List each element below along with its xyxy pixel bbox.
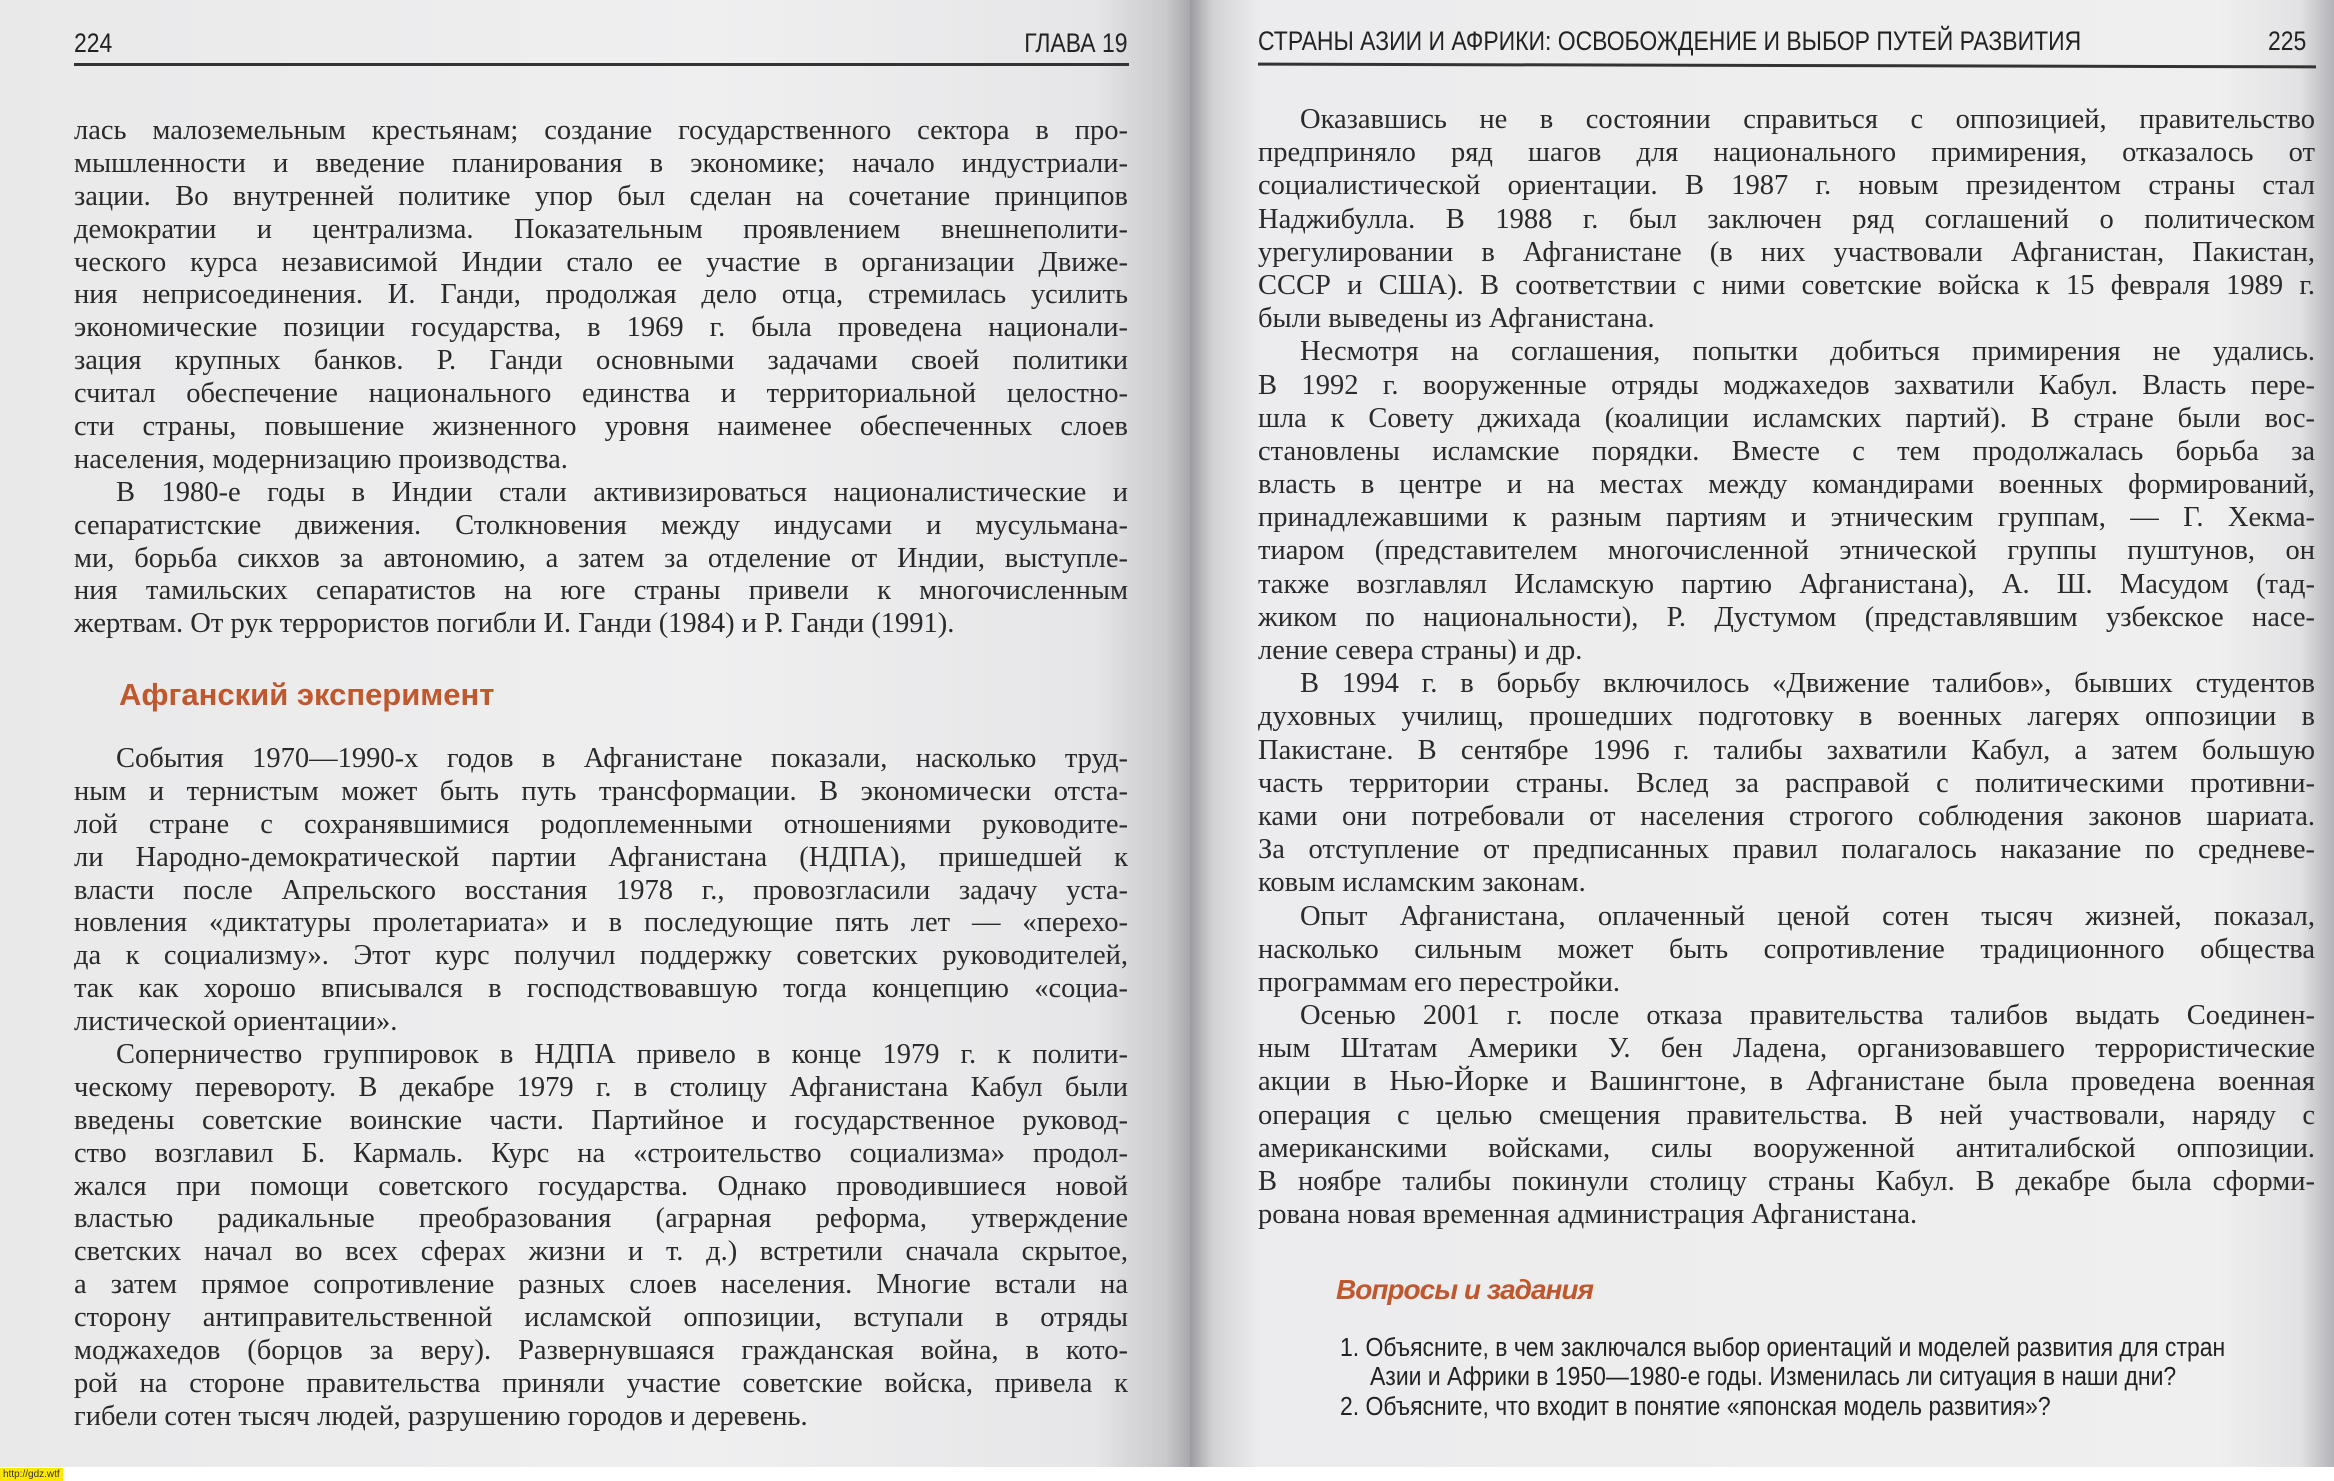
text-line: да к социализму». Этот курс получил поддержку советских руководителей, [74,940,1128,972]
text-line: властью радикальные преобразования (аграрная реформа, утверждение [74,1203,1128,1235]
page-number: 225 [2268,26,2307,56]
text-line: шла к Совету джихада (коалиции исламских партий). В стране были вос- [1258,402,2315,434]
text-block [74,743,1128,1434]
text-line: были выведены из Афганистана. [1258,303,1655,335]
text-line: В 1994 г. в борьбу включилось «Движение талибов», бывших студентов [1300,668,2315,700]
text-line: часть территории страны. Вслед за расправой с политическими противни- [1258,767,2315,799]
text-line: Соперничество группировок в НДПА привело в конце 1979 г. к полити- [116,1039,1128,1071]
text-line: духовных училищ, прошедших подготовку в военных лагерях оппозиции в [1258,701,2315,733]
paragraph [74,743,1128,1039]
text-line: предприняло ряд шагов для национального примирения, отказалось от [1258,137,2315,169]
text-line: зации. Во внутренней политике упор был сделан на сочетание принципов [74,180,1128,212]
header-rule [1258,63,2316,69]
text-line: ным Штатам Америки У. бен Ладена, организовавшего террористические [1258,1033,2315,1065]
paragraph [74,477,1128,641]
text-line: американскими войсками, силы вооруженной антиталибской оппозиции. [1258,1132,2315,1164]
text-line: считал обеспечение национального единства и территориальной целостно- [74,378,1128,410]
right-page [1190,0,2334,1467]
question-2: 2. Объясните, что входит в понятие «японская модель развития»? [1340,1393,2051,1421]
watermark-link[interactable]: http://gdz.wtf [0,1468,63,1481]
text-line: За отступление от предписанных правил полагалось наказание по средневе- [1258,834,2315,866]
paragraph [1258,335,2315,667]
page-number: 224 [74,28,113,58]
text-line: принадлежавшими к разным партиям и этническим группам, — Г. Хекма- [1258,502,2315,534]
text-line: мышленности и введение планирования в экономике; начало индустриали- [74,147,1128,179]
text-line: урегулировании в Афганистане (в них участвовали Афганистан, Пакистан, [1258,236,2315,268]
text-line: гибели сотен тысяч людей, разрушению городов и деревень. [74,1400,808,1432]
text-line: ния тамильских сепаратистов на юге страны привели к многочисленным [74,575,1128,607]
text-line: рована новая временная администрация Афганистана. [1258,1199,1918,1231]
text-line: Оказавшись не в состоянии справиться с оппозицией, правительство [1300,104,2315,135]
question-1-line-2: Азии и Африки в 1950—1980-е годы. Изменилась ли ситуация в наши дни? [1370,1363,2177,1391]
section-heading: Афганский эксперимент [119,677,495,712]
text-line: сепаратистские движения. Столкновения между индусами и мусульмана- [74,509,1128,541]
paragraph [1258,667,2315,899]
text-line: сти страны, повышение жизненного уровня наименее обеспеченных слоев [74,411,1128,443]
text-line: новления «диктатуры пролетариата» и в последующие пять лет — «перехо- [74,907,1128,939]
text-line: ли Народно-демократической партии Афганистана (НДПА), пришедшей к [74,841,1128,873]
text-line: Осенью 2001 г. после отказа правительства талибов выдать Соединен- [1300,1000,2315,1032]
text-line: социалистической ориентации. В 1987 г. новым президентом страны стал [1258,170,2315,202]
text-line: экономические позиции государства, в 1969 г. была проведена национали- [74,312,1128,344]
text-line: лой стране с сохранявшимися родоплеменными отношениями руководите- [74,808,1128,840]
text-line: так как хорошо вписывался в господствовавшую тогда концепцию «социа- [74,973,1128,1005]
text-line: ство возглавил Б. Кармаль. Курс на «строительство социализма» продол- [74,1137,1128,1169]
text-line: введены советские воинские части. Партийное и государственное руковод- [74,1104,1128,1136]
text-line: В 1980-е годы в Индии стали активизироваться националистические и [116,476,1128,508]
text-line: тиаром (представителем многочисленной этнической группы пуштунов, он [1258,535,2315,567]
text-line: листической ориентации». [74,1006,398,1038]
text-line: акции в Нью-Йорке и Вашингтоне, в Афганистане была проведена военная [1258,1066,2315,1098]
text-block [1258,103,2315,1231]
text-line: Наджибулла. В 1988 г. был заключен ряд соглашений о политическом [1258,203,2315,235]
paragraph [74,115,1128,477]
text-line: власти после Апрельского восстания 1978 г., провозгласили задачу уста- [74,874,1128,906]
text-line: программам его перестройки. [1258,966,1620,998]
text-line: ление севера страны) и др. [1258,635,1583,666]
text-line: ковым исламским законам. [1258,867,1586,899]
text-line: операция с целью смещения правительства. В ней участвовали, наряду с [1258,1099,2315,1131]
text-line: моджахедов (борцов за веру). Развернувшаяся гражданская война, в кото- [74,1335,1128,1367]
text-line: ми, борьба сикхов за автономию, а затем за отделение от Индии, выступле- [74,542,1128,574]
text-line: лась малоземельным крестьянам; создание государственного сектора в про- [74,115,1128,146]
text-line: СССР и США). В соответствии с ними советские войска к 15 февраля 1989 г. [1258,269,2315,301]
text-block [74,115,1128,641]
paragraph [74,1039,1128,1434]
text-line: ным и тернистым может быть путь трансформации. В экономически отста- [74,775,1128,807]
text-line: Несмотря на соглашения, попытки добиться примирения не удались. [1300,336,2315,368]
text-line: также возглавлял Исламскую партию Афганистана), А. Ш. Масудом (тад- [1258,568,2315,600]
text-line: а затем прямое сопротивление разных слоев населения. Многие встали на [74,1269,1128,1301]
text-line: сторону антиправительственной исламской оппозиции, вступали в отряды [74,1302,1128,1334]
text-line: становлены исламские порядки. Вместе с тем продолжалась борьба за [1258,435,2315,467]
text-line: События 1970—1990-х годов в Афганистане показали, насколько труд- [116,743,1128,774]
paragraph [1258,900,2315,1000]
text-line: светских начал во всех сферах жизни и т. д.) встретили сначала скрытое, [74,1236,1128,1268]
paragraph [1258,103,2315,335]
text-line: Опыт Афганистана, оплаченный ценой сотен тысяч жизней, показал, [1300,900,2315,932]
text-line: жертвам. От рук террористов погибли И. Ганди (1984) и Р. Ганди (1991). [74,608,955,640]
text-line: демократии и централизма. Показательным проявлением внешнеполити- [74,213,1128,245]
running-head: СТРАНЫ АЗИИ И АФРИКИ: ОСВОБОЖДЕНИЕ И ВЫБОР ПУТЕЙ РАЗВИТИЯ [1258,26,2082,56]
text-line: населения, модернизацию производства. [74,443,568,475]
text-line: В ноябре талибы покинули столицу страны Кабул. В декабре была сформи- [1258,1166,2315,1197]
text-line: ками они потребовали от населения строгого соблюдения законов шариата. [1258,800,2315,832]
text-line: жиком по национальности), Р. Дустумом (представлявшим узбекское насе- [1258,601,2315,633]
running-head: ГЛАВА 19 [1023,28,1127,58]
text-line: Пакистане. В сентябре 1996 г. талибы захватили Кабул, а затем большую [1258,734,2315,766]
text-line: ческому перевороту. В декабре 1979 г. в столицу Афганистана Кабул были [74,1071,1128,1103]
text-line: ния неприсоединения. И. Ганди, продолжая дело отца, стремилась усилить [74,279,1128,311]
text-line: В 1992 г. вооруженные отряды моджахедов захватили Кабул. Власть пере- [1258,369,2315,401]
header-rule [74,63,1129,66]
text-line: ческого курса независимой Индии стало ее участие в организации Движе- [74,246,1128,278]
text-line: власть в центре и на местах между командирами военных формирований, [1258,469,2315,501]
text-line: жался при помощи советского государства. Однако проводившиеся новой [74,1170,1128,1202]
text-line: насколько сильным может быть сопротивление традиционного общества [1258,933,2315,965]
text-line: рой на стороне правительства приняли участие советские войска, привела к [74,1367,1128,1399]
paragraph [1258,999,2315,1231]
question-1-line-1: 1. Объясните, в чем заключался выбор ориентаций и моделей развития для стран [1340,1334,2226,1362]
questions-heading: Вопросы и задания [1336,1274,1594,1305]
text-line: зация крупных банков. Р. Ганди основными задачами своей политики [74,345,1128,377]
